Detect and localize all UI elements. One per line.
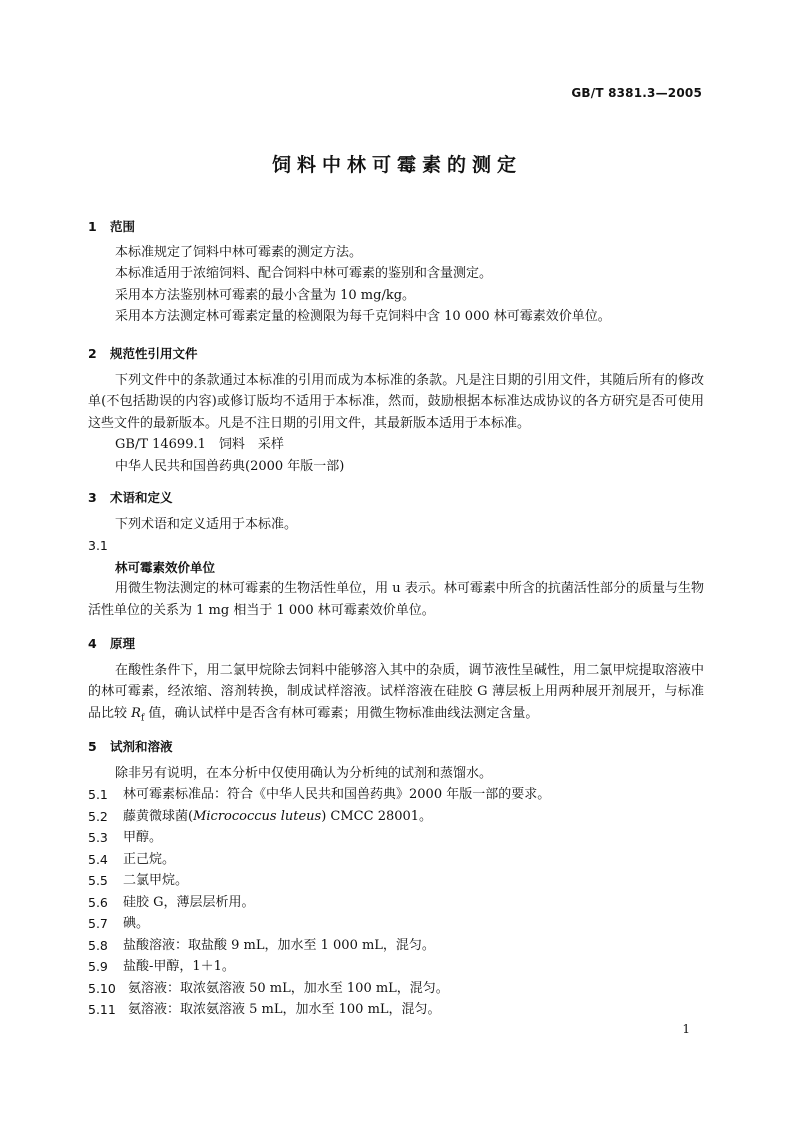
standard-code: GB/T 8381.3—2005 bbox=[571, 86, 702, 100]
section-reagents bbox=[88, 736, 704, 1021]
item-number: 5.11 bbox=[88, 1002, 116, 1017]
list-item bbox=[88, 978, 704, 1000]
item-number: 5.4 bbox=[88, 851, 108, 867]
term-heading: 林可霉素效价单位 bbox=[115, 559, 216, 575]
item-number: 5.8 bbox=[88, 937, 108, 953]
section-title: 试剂和溶液 bbox=[110, 739, 173, 754]
paragraph: 采用本方法鉴别林可霉素的最小含量为 10 mg/kg。 bbox=[115, 287, 416, 303]
section-number: 3 bbox=[88, 490, 97, 505]
list-item bbox=[88, 892, 704, 914]
paragraph-text: 值，确认试样中是否含有林可霉素；用微生物标准曲线法测定含量。 bbox=[144, 705, 539, 721]
item-number: 5.10 bbox=[88, 980, 116, 996]
paragraph: 采用本方法测定林可霉素定量的检测限为每千克饲料中含 10 000 林可霉素效价单位。 bbox=[115, 309, 611, 324]
list-item bbox=[88, 999, 704, 1021]
paragraph: 本标准适用于浓缩饲料、配合饲料中林可霉素的鉴别和含量测定。 bbox=[115, 266, 493, 281]
list-item bbox=[88, 913, 704, 935]
section-number: 1 bbox=[88, 219, 97, 234]
item-text bbox=[123, 806, 432, 828]
rf-symbol: R bbox=[131, 705, 141, 721]
paragraph: 本标准规定了饲料中林可霉素的测定方法。 bbox=[115, 244, 363, 260]
section-terms bbox=[88, 487, 704, 621]
list-item bbox=[88, 870, 704, 892]
item-number: 5.6 bbox=[88, 894, 108, 910]
item-text: 盐酸溶液：取盐酸 9 mL，加水至 1 000 mL，混匀。 bbox=[123, 937, 435, 953]
item-number: 5.1 bbox=[88, 787, 108, 802]
paragraph: 下列术语和定义适用于本标准。 bbox=[115, 516, 298, 532]
item-number: 5.3 bbox=[88, 830, 108, 845]
section-scope bbox=[88, 216, 704, 328]
section-heading bbox=[88, 487, 704, 509]
list-item bbox=[88, 784, 704, 806]
section-number: 4 bbox=[88, 636, 97, 651]
clause-number: 3.1 bbox=[88, 538, 108, 553]
section-title: 术语和定义 bbox=[110, 490, 173, 505]
page-number: 1 bbox=[682, 1022, 690, 1036]
item-text: 二氯甲烷。 bbox=[123, 873, 189, 888]
list-item bbox=[88, 806, 704, 828]
item-number: 5.5 bbox=[88, 873, 108, 888]
section-number: 5 bbox=[88, 739, 97, 754]
paragraph bbox=[88, 660, 704, 730]
item-number: 5.9 bbox=[88, 959, 108, 974]
section-normative-references bbox=[88, 343, 704, 477]
list-item bbox=[88, 849, 704, 871]
section-title: 规范性引用文件 bbox=[110, 346, 198, 361]
item-text: 林可霉素标准品：符合《中华人民共和国兽药典》2000 年版一部的要求。 bbox=[123, 787, 551, 802]
section-title: 原理 bbox=[110, 636, 136, 651]
item-text: 正己烷。 bbox=[123, 851, 176, 867]
section-heading bbox=[88, 633, 704, 655]
reference-item: GB/T 14699.1 饲料 采样 bbox=[115, 437, 284, 452]
item-text: 硅胶 G，薄层层析用。 bbox=[123, 894, 255, 910]
reference-item: 中华人民共和国兽药典(2000 年版一部) bbox=[115, 458, 345, 474]
section-heading bbox=[88, 216, 704, 238]
section-heading bbox=[88, 736, 704, 758]
item-number: 5.2 bbox=[88, 808, 108, 824]
item-text: 盐酸-甲醇，1＋1。 bbox=[123, 959, 235, 974]
item-number: 5.7 bbox=[88, 916, 108, 931]
item-text: 甲醇。 bbox=[123, 830, 163, 845]
list-item bbox=[88, 935, 704, 957]
paragraph: 用微生物法测定的林可霉素的生物活性单位，用 u 表示。林可霉素中所含的抗菌活性部分的质量与生物活性单位的关系为 1 mg 相当于 1 000 林可霉素效价单位。 bbox=[88, 581, 704, 618]
paragraph-text: 在酸性条件下，用二氯甲烷除去饲料中能够溶入其中的杂质，调节液性呈碱性，用二氯甲烷提取溶液中的林可霉素，经浓缩、溶剂转换，制成试样溶液。试样溶液在硅胶 G 薄层板上用两种展开剂展开，与标准品比较 bbox=[88, 662, 704, 721]
section-principle bbox=[88, 633, 704, 730]
section-title: 范围 bbox=[110, 219, 136, 234]
item-text: 碘。 bbox=[123, 916, 150, 931]
section-heading bbox=[88, 343, 704, 365]
rf-subscript: f bbox=[140, 713, 145, 724]
item-text: 氨溶液：取浓氨溶液 5 mL，加水至 100 mL，混匀。 bbox=[128, 1002, 441, 1017]
item-text-part: ) CMCC 28001。 bbox=[321, 808, 433, 824]
paragraph: 下列文件中的条款通过本标准的引用而成为本标准的条款。凡是注日期的引用文件，其随后所有的修改单(不包括勘误的内容)或修订版均不适用于本标准，然而，鼓励根据本标准达成协议的各方研究是否可使用这些文件的最新版本。凡是不注日期的引用文件，其最新版本适用于本标准。 bbox=[88, 372, 704, 431]
section-number: 2 bbox=[88, 346, 97, 361]
list-item bbox=[88, 827, 704, 849]
species-name: Micrococcus luteus bbox=[193, 808, 322, 824]
paragraph: 除非另有说明，在本分析中仅使用确认为分析纯的试剂和蒸馏水。 bbox=[115, 765, 493, 781]
document-title: 饲料中林可霉素的测定 bbox=[271, 154, 522, 176]
list-item bbox=[88, 956, 704, 978]
item-text: 氨溶液：取浓氨溶液 50 mL，加水至 100 mL，混匀。 bbox=[128, 980, 449, 996]
item-text-part: 藤黄微球菌( bbox=[123, 808, 194, 824]
